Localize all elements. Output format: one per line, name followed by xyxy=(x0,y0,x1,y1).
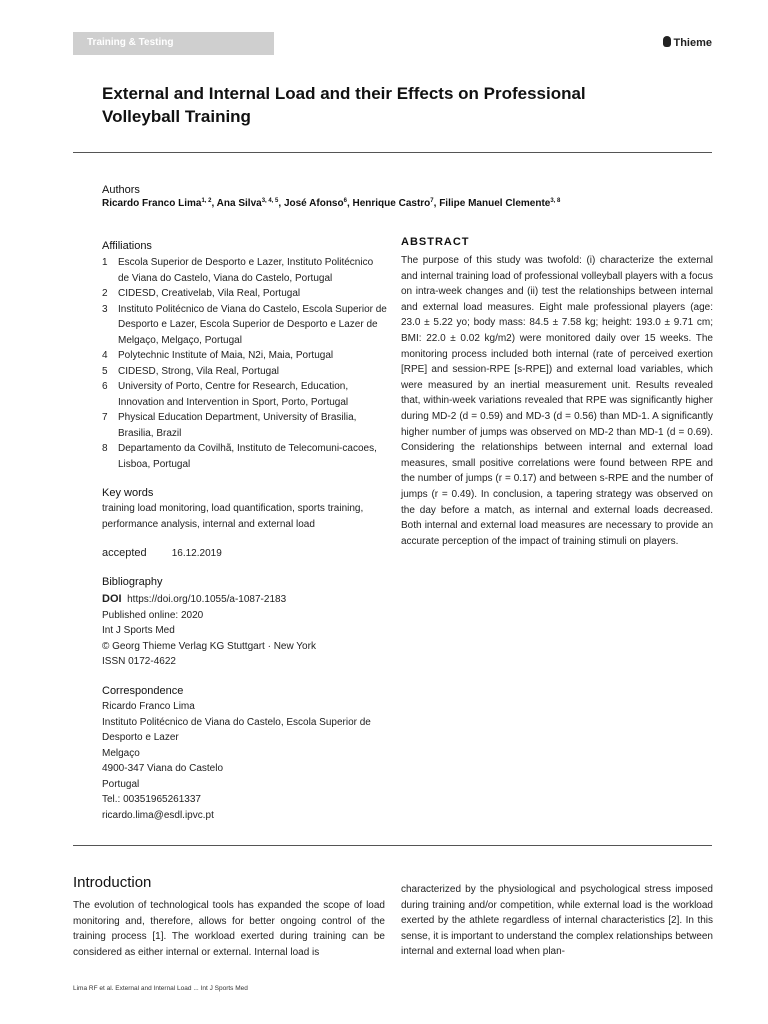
author-affil-refs: 3, 8 xyxy=(550,198,561,204)
accepted-row xyxy=(102,547,222,559)
publisher-name: Thieme xyxy=(673,37,712,49)
accepted-date: 16.12.2019 xyxy=(171,548,222,559)
title-line-2: Volleyball Training xyxy=(102,107,251,126)
affiliation-item xyxy=(102,410,387,441)
affiliation-text: Physical Education Department, University of Brasilia, Brasilia, Brazil xyxy=(118,412,357,439)
keywords-heading: Key words xyxy=(102,487,154,499)
correspondence-postcode: 4900-347 Viana do Castelo xyxy=(102,763,224,774)
authors-heading: Authors xyxy=(102,184,140,196)
journal-name: Int J Sports Med xyxy=(102,625,175,636)
published-date: Published online: 2020 xyxy=(102,609,204,621)
introduction-right-column: characterized by the physiological and psychological stress imposed during training and/or competition, while external load is the workload exerted by the athlete regardless of internal characteristics [2]. In this sense, it is important to understand the complex relationships between internal and external load when plan- xyxy=(401,884,713,957)
author-affil-refs: 6 xyxy=(343,198,347,204)
affiliation-text: Polytechnic Institute of Maia, N2i, Maia, Portugal xyxy=(118,350,334,361)
correspondence-email[interactable]: ricardo.lima@esdl.ipvc.pt xyxy=(102,809,214,821)
correspondence-country: Portugal xyxy=(102,778,140,790)
affiliation-item xyxy=(102,286,387,302)
author-name: José Afonso xyxy=(283,198,344,209)
affiliation-item xyxy=(102,379,387,410)
author-name: Filipe Manuel Clemente xyxy=(439,198,551,209)
affiliation-number: 8 xyxy=(102,443,108,454)
affiliation-text: CIDESD, Creativelab, Vila Real, Portugal xyxy=(118,288,301,299)
thieme-logo-icon xyxy=(663,36,671,47)
correspondence-heading: Correspondence xyxy=(102,685,184,697)
page-footer: Lima RF et al. External and Internal Load ... Int J Sports Med xyxy=(73,985,248,992)
author-affil-refs: 1, 2 xyxy=(201,198,212,204)
article-title xyxy=(102,82,662,128)
correspondence-city: Melgaço xyxy=(102,747,140,759)
affiliation-number: 7 xyxy=(102,412,108,423)
correspondence-block xyxy=(102,699,387,823)
affiliation-number: 5 xyxy=(102,365,108,377)
author-name: Ricardo Franco Lima xyxy=(102,198,202,209)
affiliation-item xyxy=(102,302,387,349)
affiliation-text: University of Porto, Centre for Research, Education, Innovation and Intervention in Sport, Porto, Portugal xyxy=(118,381,349,408)
correspondence-institution: Instituto Politécnico de Viana do Castelo, Escola Superior de Desporto e Lazer xyxy=(102,716,371,743)
author-affil-refs: 3, 4, 5 xyxy=(261,198,279,204)
affiliation-text: Escola Superior de Desporto e Lazer, Instituto Politécnico de Viana do Castelo, Viana do Castelo, Portugal xyxy=(118,257,374,284)
affiliation-item xyxy=(102,348,387,364)
bibliography-block xyxy=(102,592,387,670)
keywords-text: training load monitoring, load quantification, sports training, performance analysis, internal and external load xyxy=(102,503,364,530)
author-name: Henrique Castro xyxy=(352,198,431,209)
affiliations-list xyxy=(102,255,387,472)
author-list: Ricardo Franco Lima$^{1, 2}$, Ana Silva$^{3, 4, 5}$, José Afonso$^6$, Henrique Castro$^7$, Filipe Manuel Clemente$^{3, 8}$ xyxy=(102,198,561,209)
doi-label: DOI xyxy=(102,593,122,605)
copyright: © Georg Thieme Verlag KG Stuttgart · New York xyxy=(102,640,316,652)
author-name: Ana Silva xyxy=(216,198,262,209)
title-divider xyxy=(73,152,712,153)
affiliation-number: 4 xyxy=(102,350,108,361)
bibliography-heading: Bibliography xyxy=(102,576,163,588)
affiliation-item xyxy=(102,441,387,472)
introduction-left-column: The evolution of technological tools has expanded the scope of load monitoring and, therefore, allows for better ongoing control of the training process [1]. The workload exerted during training can be considered as either internal or external. Internal load is xyxy=(73,900,385,958)
affiliations-heading: Affiliations xyxy=(102,240,152,252)
issn: ISSN 0172-4622 xyxy=(102,656,176,667)
affiliation-item xyxy=(102,255,387,286)
correspondence-phone: Tel.: 00351965261337 xyxy=(102,794,201,805)
author-affil-refs: 7 xyxy=(430,198,434,204)
abstract-text: The purpose of this study was twofold: (i) characterize the external and internal training load of professional volleyball players with a focus on intra-week changes and (ii) test the relationships between internal and external load measures. Eight male professional players (age: 23.0 ± 5.22 yo; body mass: 84.5 ± 7.58 kg; height: 193.0 ± 9.71 cm; BMI: 22.0 ± 0.02 kg/m2) were monitored daily over 15 weeks. The monitoring process included both internal (rate of perceived exertion [RPE] and session-RPE [s-RPE]) and external load variables, which were measured by an inertial measurement unit. Results revealed that, within-week variations revealed that RPE was significantly higher during MD-2 (d = 0.59) and MD-3 (d = 0.56) than MD-1. A significantly higher number of jumps was observed on MD-2 than MD-1 (d = 0.69). Considering the relationships between internal and external load measures, small positive correlations were found between RPE and the number of jumps (r = 0.17) and between s-RPE and the number of jumps (r = 0.49). In conclusion, a tapering strategy was observed on the day before a match, as internal and external loads decreased. Both internal and external load measures are necessary to provide an accurate perception of the impact of training stimuli on players. xyxy=(401,255,713,547)
affiliation-number: 1 xyxy=(102,257,108,268)
affiliation-text: Departamento da Covilhã, Instituto de Telecomuni-cacoes, Lisboa, Portugal xyxy=(118,443,377,470)
affiliation-number: 2 xyxy=(102,288,108,299)
title-line-1: External and Internal Load and their Effects on Professional xyxy=(102,84,586,103)
abstract-heading: ABSTRACT xyxy=(401,236,470,248)
affiliation-number: 6 xyxy=(102,381,108,392)
publisher-brand xyxy=(663,36,712,49)
affiliation-item xyxy=(102,364,387,380)
section-band xyxy=(73,32,274,55)
intro-divider xyxy=(73,845,712,846)
doi-link[interactable]: https://doi.org/10.1055/a-1087-2183 xyxy=(127,594,287,605)
section-label: Training & Testing xyxy=(87,37,174,48)
correspondence-name: Ricardo Franco Lima xyxy=(102,701,195,712)
affiliation-text: Instituto Politécnico de Viana do Castelo, Escola Superior de Desporto e Lazer, Escola Superior de Desporto e Lazer de Melgaço, Melgaço, Portugal xyxy=(118,303,387,346)
accepted-label: accepted xyxy=(102,547,147,559)
introduction-heading: Introduction xyxy=(73,874,152,891)
affiliation-number: 3 xyxy=(102,303,108,315)
affiliation-text: CIDESD, Strong, Vila Real, Portugal xyxy=(118,365,280,377)
